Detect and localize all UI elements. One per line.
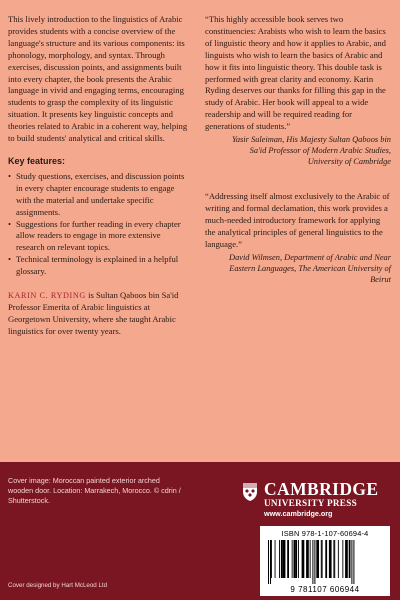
barcode-bar (322, 540, 323, 578)
list-item (8, 219, 188, 255)
bullet-icon: • (8, 218, 12, 229)
barcode-digits: 9 781107 606944 (290, 585, 360, 594)
barcode-bar (321, 540, 322, 578)
publisher-subtitle: UNIVERSITY PRESS (264, 498, 358, 508)
author-bio-text: is Sultan Qaboos bin Sa'id Professor Emerita of Arabic linguistics at Georgetown University, where she taught Arabic linguistics for over twenty years. (8, 290, 179, 336)
bullet-icon: • (8, 170, 12, 181)
key-features-list (8, 171, 188, 278)
barcode-bar (292, 540, 293, 578)
author-name: KARIN C. RYDING (8, 291, 86, 301)
barcode-bar (349, 540, 351, 578)
endorsement-attribution: David Wilmsen, Department of Arabic and Near Eastern Languages, The American University of Beirut (229, 252, 391, 284)
feature-text: Study questions, exercises, and discussion points in every chapter encourage students to engage with the material and undertake specific assignments. (16, 170, 185, 217)
barcode-bar (302, 540, 305, 578)
barcode-bar (338, 540, 339, 578)
left-column (8, 14, 188, 338)
publisher-logo (264, 480, 390, 518)
endorsement (205, 14, 391, 167)
barcode-bar (271, 540, 272, 578)
publisher-url: www.cambridge.org (264, 509, 333, 518)
barcode-bar (294, 540, 296, 578)
publisher-name: CAMBRIDGE (264, 479, 379, 499)
author-bio (8, 290, 188, 338)
barcode-bar (333, 540, 334, 578)
barcode-bar (353, 540, 354, 584)
barcode-bar (283, 540, 286, 578)
right-column (205, 14, 391, 309)
barcode-icon (266, 540, 384, 584)
feature-text: Technical terminology is explained in a helpful glossary. (16, 254, 179, 277)
cover-image-credit: Cover image: Moroccan painted exterior arched wooden door. Location: Marrakech, Morocco. © cdrin / Shutterstock. (8, 476, 181, 505)
barcode-bar (295, 540, 297, 578)
barcode-bar (270, 540, 271, 584)
barcode-bar (314, 540, 315, 584)
barcode-bar (316, 540, 319, 578)
barcode-bar (351, 540, 352, 584)
endorsement-quote: “This highly accessible book serves two constituencies: Arabists who wish to learn the basics of linguistic theory and how it applies to Arabic, and linguists who wish to learn the basics of Arabic and how it fits into linguistic theory. This double task is performed with great clarity and economy. Karin Ryding deserves our thanks for filling this gap in the study of Arabic. Her book will appeal to a wide readership and will be required reading for generations of students.” (205, 14, 386, 132)
barcode-bar (279, 540, 280, 578)
barcode-bar (346, 540, 348, 578)
list-item (8, 171, 188, 219)
designer-credit: Cover designed by Hart McLeod Ltd (8, 582, 108, 589)
endorsement (205, 191, 391, 285)
barcode-bar (329, 540, 332, 578)
barcode-bar (310, 540, 311, 578)
barcode-bar (268, 540, 269, 584)
barcode-bar (281, 540, 283, 578)
barcode-bar (342, 540, 343, 578)
barcode-bar (325, 540, 327, 578)
book-description: This lively introduction to the linguistics of Arabic provides students with a concise overview of the language's structure and its various components: its phonology, morphology, and syntax. Through exercises, discussion points, and assignments built into every chapter, the book presents the Arabic language in vivid and engaging terms, encouraging students to grasp the complexity of its linguistic situation. It presents key linguistic concepts and theories related to Arabic in a coherent way, helping to build students' analytical and critical skills. (8, 14, 188, 144)
endorsement-attribution: Yasir Suleiman, His Majesty Sultan Qaboos bin Sa'id Professor of Modern Arabic Studies, University of Cambridge (231, 135, 391, 167)
barcode-bar (287, 540, 289, 578)
list-item (8, 254, 188, 278)
barcode-bar (345, 540, 346, 578)
barcode-bar (334, 540, 335, 578)
key-features-heading: Key features: (8, 155, 66, 166)
barcode-bar (307, 540, 309, 578)
publisher-band (0, 462, 400, 600)
feature-text: Suggestions for further reading in every chapter allow readers to engage in more extensive research on relevant topics. (16, 218, 181, 253)
isbn-barcode (260, 526, 390, 596)
barcode-bar (275, 540, 276, 578)
barcode-bar (306, 540, 307, 578)
isbn-label: ISBN 978-1-107-60694-4 (281, 529, 369, 538)
barcode-bar (298, 540, 299, 578)
endorsement-quote: “Addressing itself almost exclusively to the Arabic of writing and formal declamation, this work provides a much-needed introductory framework for applying the analytical principles of general linguistics to the language.” (205, 191, 390, 249)
cambridge-crest-icon (242, 482, 258, 502)
bullet-icon: • (8, 254, 12, 265)
barcode-bar (312, 540, 313, 584)
